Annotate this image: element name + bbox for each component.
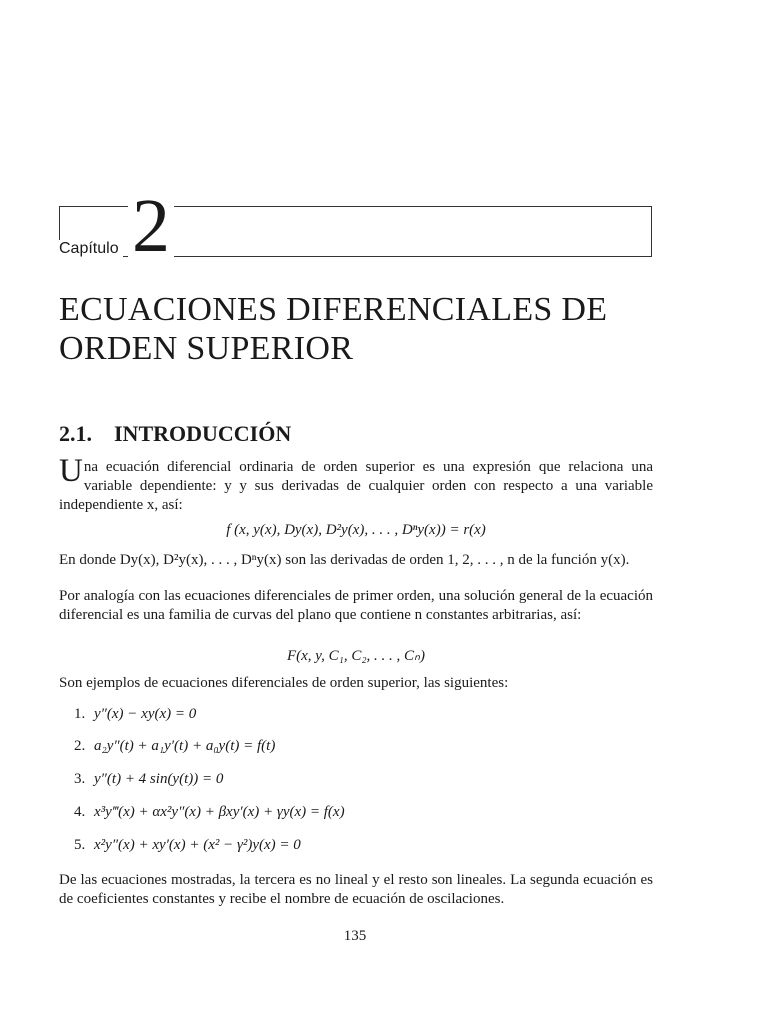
chapter-title: ECUACIONES DIFERENCIALES DE ORDEN SUPERIOR [59, 291, 608, 367]
closing-paragraph: De las ecuaciones mostradas, la tercera es no lineal y el resto son lineales. La segunda ecuación es de coeficientes constantes y recibe el nombre de ecuación de oscilaciones. [59, 872, 653, 907]
list-item [74, 804, 345, 821]
section-number: 2.1. [59, 421, 92, 446]
equation-general-form: f (x, y(x), Dy(x), D²y(x), . . . , Dⁿy(x)) = r(x) [226, 522, 486, 538]
list-item [74, 837, 301, 854]
dropcap-letter: U [59, 453, 83, 489]
intro-paragraph [59, 453, 653, 515]
item-formula: y″(t) + 4 sin(y(t)) = 0 [94, 771, 224, 787]
chapter-number: 2 [128, 188, 174, 264]
item-formula: x²y″(x) + xy′(x) + (x² − γ²)y(x) = 0 [94, 837, 301, 853]
chapter-label: Capítulo [59, 240, 123, 258]
section-title: INTRODUCCIÓN [114, 421, 292, 446]
derivatives-paragraph: En donde Dy(x), D²y(x), . . . , Dⁿy(x) son las derivadas de orden 1, 2, . . . , n de la función y(x). [59, 552, 630, 568]
item-formula: x³y‴(x) + αx²y″(x) + βxy′(x) + γy(x) = f(x) [94, 804, 345, 820]
item-formula: a₂y″(t) + a₁y′(t) + a₀y(t) = f(t) [94, 738, 276, 754]
section-heading [59, 421, 291, 447]
item-number: 1. [74, 706, 86, 722]
equation-general-solution: F(x, y, C₁, C₂, . . . , Cₙ) [286, 648, 426, 664]
item-number: 4. [74, 804, 86, 820]
list-item [74, 738, 275, 755]
intro-text: na ecuación diferencial ordinaria de orden superior es una expresión que relaciona una variable dependiente: y y sus derivadas de cualquier orden con respecto a una variable independiente x, así: [59, 459, 653, 513]
list-item [74, 771, 223, 788]
examples-intro: Son ejemplos de ecuaciones diferenciales de orden superior, las siguientes: [59, 675, 509, 691]
item-number: 2. [74, 738, 86, 754]
analogy-paragraph: Por analogía con las ecuaciones diferenciales de primer orden, una solución general de la ecuación diferencial es una familia de curvas del plano que contiene n constantes arbitrarias, así: [59, 588, 653, 623]
item-number: 5. [74, 837, 86, 853]
item-formula: y″(x) − xy(x) = 0 [94, 706, 197, 722]
item-number: 3. [74, 771, 86, 787]
page-number: 135 [343, 928, 367, 944]
list-item [74, 706, 196, 723]
